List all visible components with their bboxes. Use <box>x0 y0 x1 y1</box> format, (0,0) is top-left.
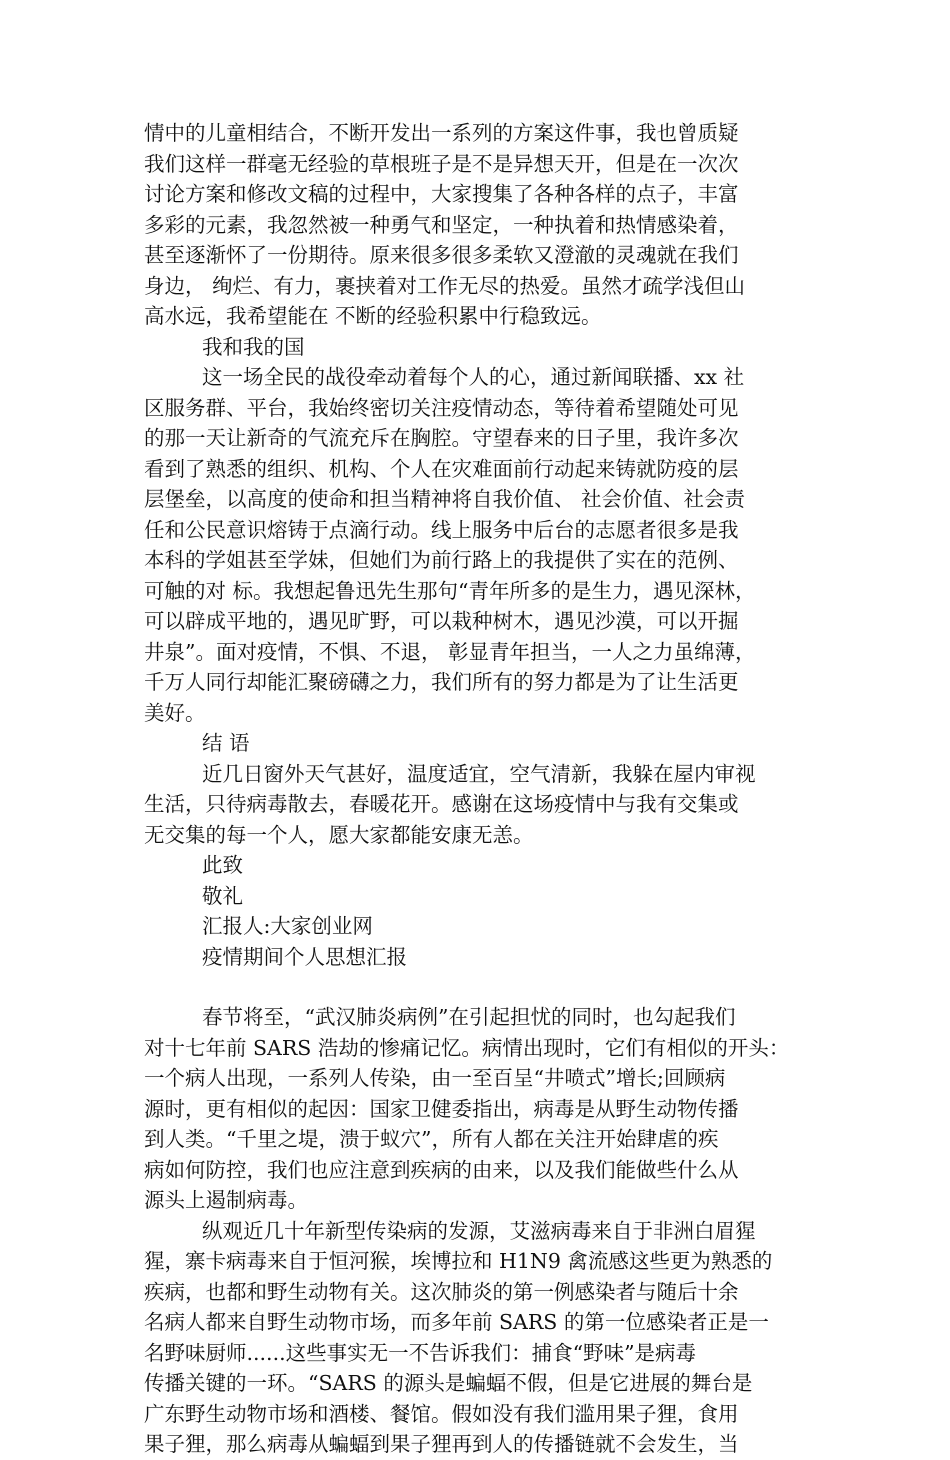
text-line: 我们这样一群毫无经验的草根班子是不是异想天开，但是在一次次 <box>144 151 739 176</box>
text-line: 名野味厨师......这些事实无一不告诉我们：捕食“野味”是病毒 <box>144 1340 697 1365</box>
text-line: 源头上遏制病毒。 <box>144 1188 308 1212</box>
document-page <box>144 118 810 1460</box>
text-line: 生活，只待病毒散去，春暖花开。感谢在这场疫情中与我有交集或 <box>144 792 739 816</box>
section-heading: 我和我的国 <box>202 334 305 359</box>
text-line: 可以辟成平地的，遇见旷野，可以栽种树木，遇见沙漠，可以开掘 <box>144 609 739 633</box>
text-line: 疾病，也都和野生动物有关。这次肺炎的第一例感染者与随后十余 <box>144 1279 739 1304</box>
paragraph-spring-festival <box>144 1002 810 1216</box>
text-line: 近几日窗外天气甚好，温度适宜，空气清新，我躲在屋内审视 <box>202 761 756 786</box>
paragraph-conclusion <box>144 759 810 851</box>
text-line: 果子狸，那么病毒从蝙蝠到果子狸再到人的传播链就不会发生，当 <box>144 1432 739 1456</box>
text-line: 情中的儿童相结合，不断开发出一系列的方案这件事，我也曾质疑 <box>144 121 739 145</box>
blank-gap <box>144 972 810 1002</box>
text-line: 这一场全民的战役牵动着每个人的心，通过新闻联播、xx 社 <box>202 365 745 389</box>
text-line: 井泉”。面对疫情，不惧、不退， 彰显青年担当，一人之力虽绵薄， <box>144 639 756 664</box>
text-line: 源时，更有相似的起因：国家卫健委指出，病毒是从野生动物传播 <box>144 1096 739 1121</box>
document-title: 疫情期间个人思想汇报 <box>202 944 407 969</box>
text-line: 本科的学姐甚至学妹，但她们为前行路上的我提供了实在的范例、 <box>144 548 739 572</box>
text-line: 美好。 <box>144 700 206 725</box>
text-line: 千万人同行却能汇聚磅礴之力，我们所有的努力都是为了让生活更 <box>144 670 739 694</box>
text-line: 任和公民意识熔铸于点滴行动。线上服务中后台的志愿者很多是我 <box>144 517 739 542</box>
text-line: 可触的对 标。我想起鲁迅先生那句“青年所多的是生力，遇见深林， <box>144 578 756 603</box>
text-line: 无交集的每一个人，愿大家都能安康无恙。 <box>144 822 534 847</box>
text-line: 身边， 绚烂、有力，裹挟着对工作无尽的热爱。虽然才疏学浅但山 <box>144 273 746 298</box>
text-line: 一个病人出现，一系列人传染，由一至百呈“井喷式”增长;回顾病 <box>144 1066 726 1090</box>
paragraph-country <box>144 362 810 728</box>
reporter-signature: 汇报人:大家创业网 <box>202 914 373 938</box>
text-line: 层堡垒，以高度的使命和担当精神将自我价值、 社会价值、社会责 <box>144 487 746 511</box>
closing-regards: 敬礼 <box>202 883 243 908</box>
text-line: 多彩的元素，我忽然被一种勇气和坚定，一种执着和热情感染着， <box>144 212 739 237</box>
text-line: 春节将至，“武汉肺炎病例”在引起担忧的同时，也勾起我们 <box>202 1005 736 1029</box>
text-line: 的那一天让新奇的气流充斥在胸腔。守望春来的日子里，我许多次 <box>144 426 739 450</box>
text-line: 甚至逐渐怀了一份期待。原来很多很多柔软又澄澈的灵魂就在我们 <box>144 243 739 267</box>
text-line: 对十七年前 SARS 浩劫的惨痛记忆。病情出现时，它们有相似的开头： <box>144 1035 790 1060</box>
paragraph-wild-animals <box>144 1216 810 1460</box>
paragraph-continuation <box>144 118 810 332</box>
text-line: 广东野生动物市场和酒楼、餐馆。假如没有我们滥用果子狸，食用 <box>144 1401 739 1426</box>
section-heading: 结 语 <box>202 731 250 755</box>
letter-closing <box>144 850 810 972</box>
text-line: 区服务群、平台，我始终密切关注疫情动态，等待着希望随处可见 <box>144 395 739 420</box>
text-line: 名病人都来自野生动物市场，而多年前 SARS 的第一位感染者正是一 <box>144 1310 769 1334</box>
closing-salutation: 此致 <box>202 853 243 877</box>
text-line: 传播关键的一环。“SARS 的源头是蝙蝠不假，但是它进展的舞台是 <box>144 1371 753 1395</box>
text-line: 讨论方案和修改文稿的过程中，大家搜集了各种各样的点子，丰富 <box>144 182 739 206</box>
text-line: 病如何防控，我们也应注意到疾病的由来，以及我们能做些什么从 <box>144 1157 739 1182</box>
text-line: 高水远，我希望能在 不断的经验积累中行稳致远。 <box>144 304 602 328</box>
text-line: 猩，寨卡病毒来自于恒河猴，埃博拉和 H1N9 禽流感这些更为熟悉的 <box>144 1249 773 1273</box>
text-line: 看到了熟悉的组织、机构、个人在灾难面前行动起来铸就防疫的层 <box>144 456 739 481</box>
text-line: 到人类。“千里之堤，溃于蚁穴”，所有人都在关注开始肆虐的疾 <box>144 1127 719 1151</box>
text-line: 纵观近几十年新型传染病的发源，艾滋病毒来自于非洲白眉猩 <box>202 1218 756 1243</box>
